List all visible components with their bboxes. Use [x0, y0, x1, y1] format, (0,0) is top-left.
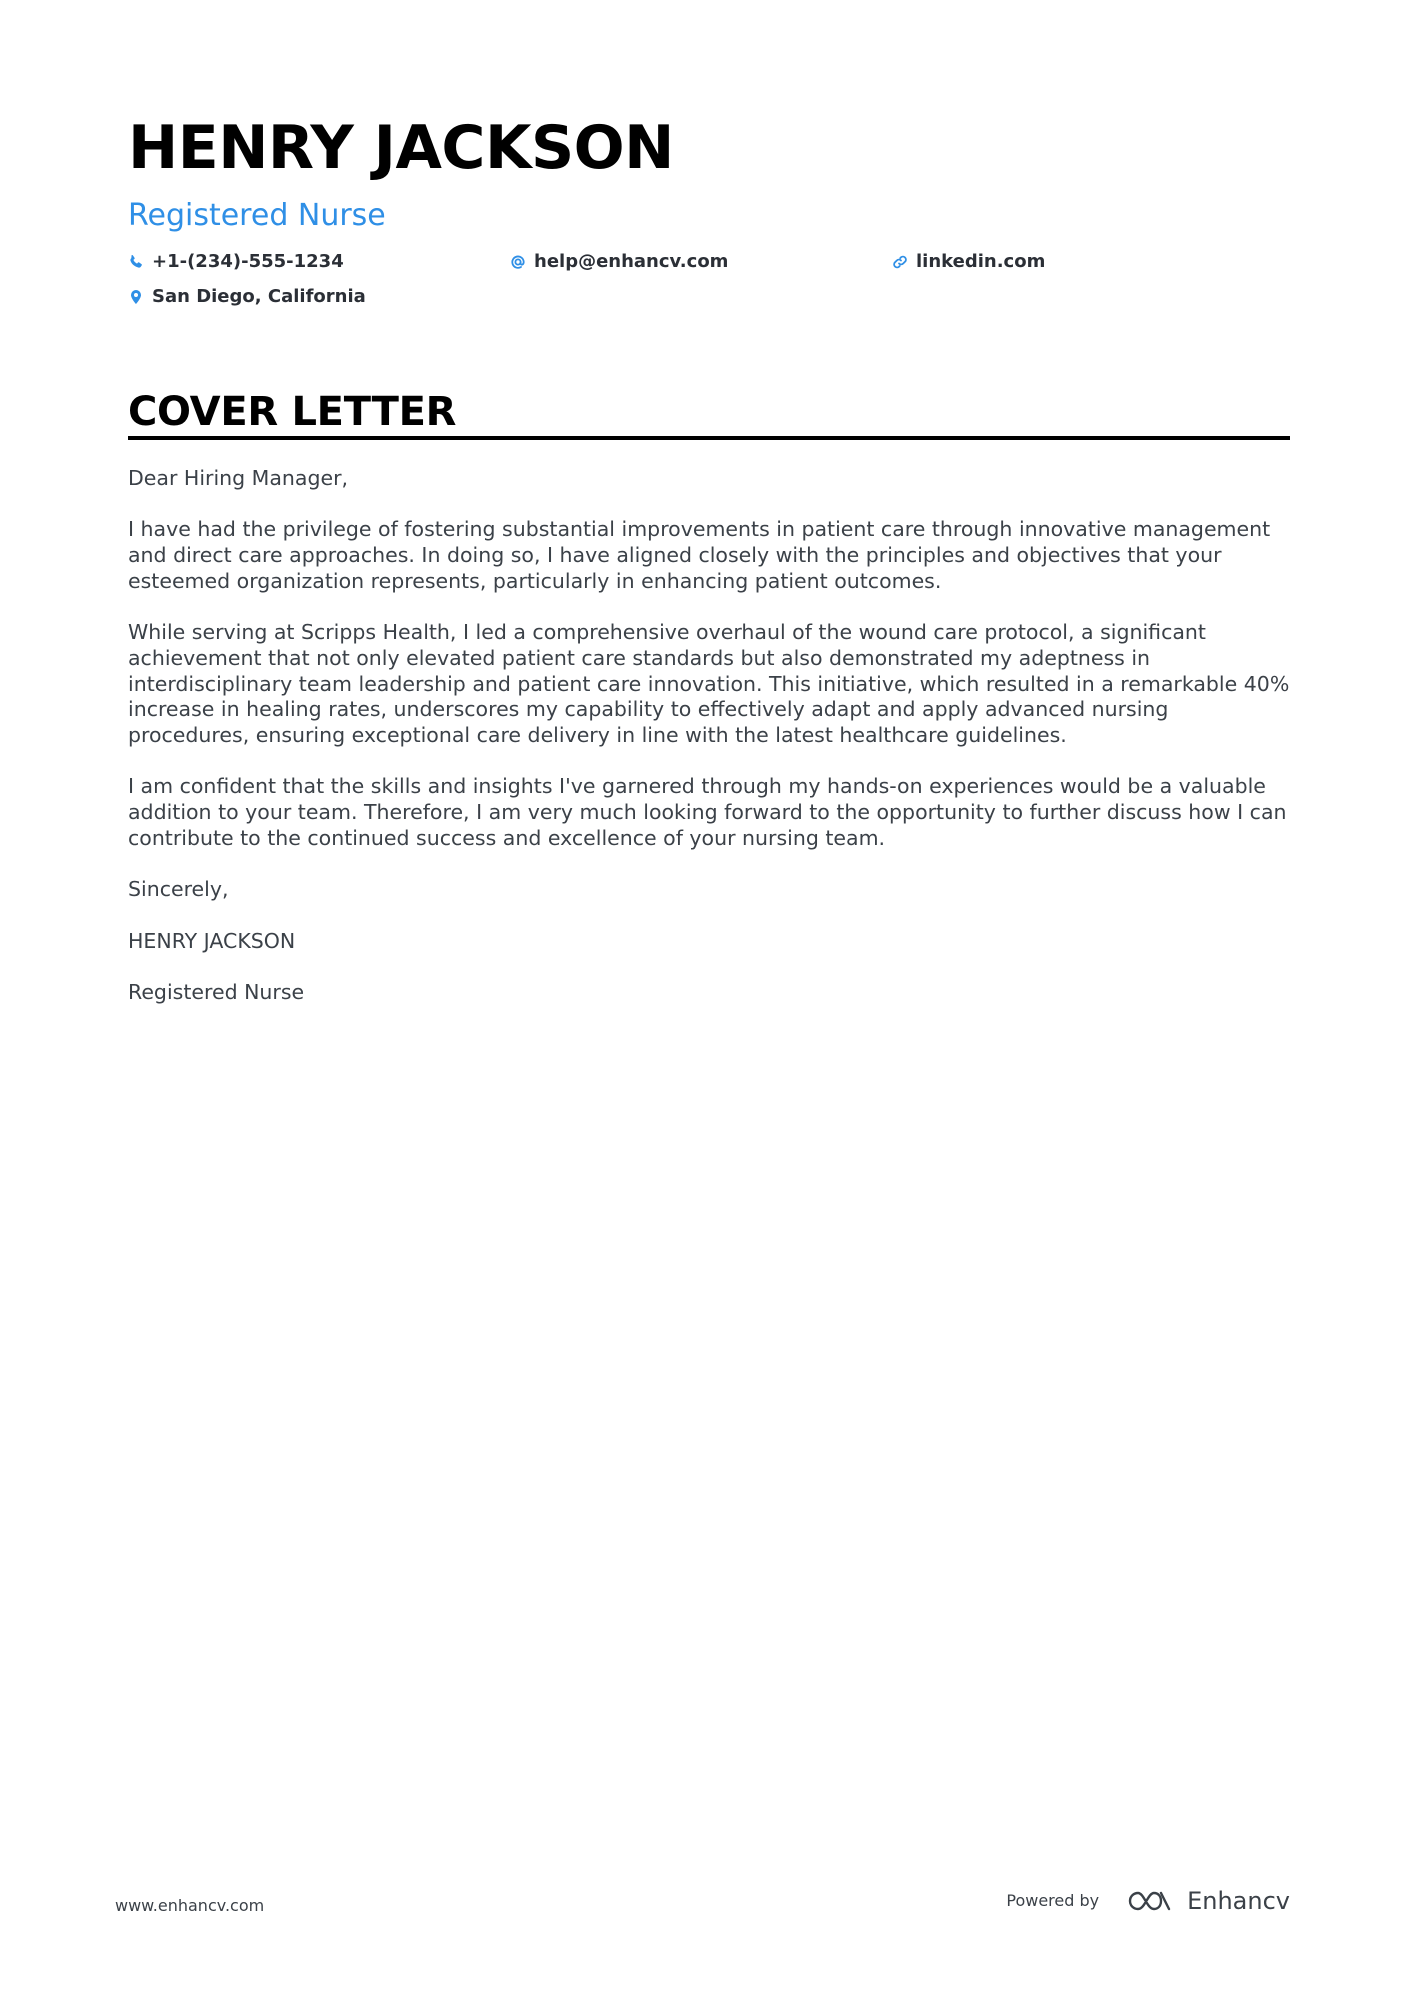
job-title: Registered Nurse — [128, 198, 386, 233]
letter-paragraph: I am confident that the skills and insights I've garnered through my hands-on experiences would be a valuable addition to your team. Therefore, I am very much looking forward to the opportunity to further discuss how I can contribute to the continued success and excellence of your nursing team. — [128, 774, 1287, 850]
map-pin-icon — [128, 289, 144, 305]
at-icon — [510, 254, 526, 270]
letter-greeting: Dear Hiring Manager, — [128, 466, 349, 490]
email-text: help@enhancv.com — [534, 251, 729, 272]
contact-location — [128, 283, 366, 311]
candidate-name: HENRY JACKSON — [128, 113, 674, 183]
brand-name: Enhancv — [1187, 1887, 1290, 1915]
phone-icon — [128, 254, 144, 270]
letter-paragraph: I have had the privilege of fostering substantial improvements in patient care through innovative management and direct care approaches. In doing so, I have aligned closely with the principles and objectives that your esteemed organization represents, particularly in enhancing patient outcomes. — [128, 517, 1271, 593]
link-icon — [892, 254, 908, 270]
location-text: San Diego, California — [152, 286, 366, 307]
powered-by-text: Powered by — [1006, 1891, 1100, 1910]
header — [128, 108, 1290, 320]
signature-name: HENRY JACKSON — [128, 928, 296, 953]
phone-text: +1-(234)-555-1234 — [152, 251, 344, 272]
footer-branding — [1006, 1886, 1290, 1916]
letter-closing: Sincerely, — [128, 877, 229, 902]
footer-website[interactable]: www.enhancv.com — [115, 1896, 265, 1915]
contact-info — [128, 248, 1290, 320]
contact-phone — [128, 248, 344, 276]
section-title: COVER LETTER — [128, 389, 457, 435]
section-divider — [128, 436, 1290, 440]
signature-title: Registered Nurse — [128, 979, 305, 1004]
letter-paragraph: While serving at Scripps Health, I led a comprehensive overhaul of the wound care protocol, a significant achievement that not only elevated patient care standards but also demonstrated my adeptness in interdisciplinary team leadership and patient care innovation. This initiative, which resulted in a remarkable 40% increase in healing rates, underscores my capability to effectively adapt and apply advanced nursing procedures, ensuring exceptional care delivery in line with the latest healthcare guidelines. — [128, 620, 1290, 747]
letter-body — [128, 466, 1290, 1031]
contact-link — [892, 248, 1045, 276]
contact-email — [510, 248, 728, 276]
enhancv-logo-icon — [1127, 1888, 1173, 1914]
brand-logo[interactable] — [1127, 1886, 1290, 1916]
link-text: linkedin.com — [916, 251, 1046, 272]
